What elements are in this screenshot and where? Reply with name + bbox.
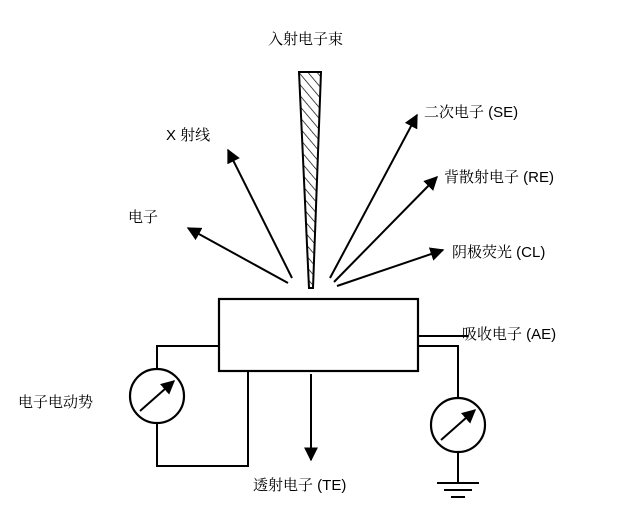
incident-beam-cone: [299, 72, 321, 288]
specimen-box: [219, 299, 418, 371]
arrow-secondary-electrons: [330, 115, 417, 278]
label-secondary-electrons: 二次电子 (SE): [424, 104, 519, 121]
earth-ground-icon: [437, 483, 479, 497]
label-backscattered-electrons: 背散射电子 (RE): [444, 169, 554, 186]
label-electrons: 电子: [128, 209, 159, 226]
label-electromotive-force: 电子电动势: [18, 394, 94, 411]
arrow-x-rays: [228, 150, 292, 278]
label-absorbed-electrons: 吸收电子 (AE): [462, 326, 557, 343]
label-x-rays: X 射线: [166, 127, 211, 144]
label-cathodoluminescence: 阴极荧光 (CL): [452, 244, 546, 261]
arrow-cathodoluminescence: [337, 250, 443, 286]
arrow-electrons: [188, 228, 288, 283]
label-incident-beam: 入射电子束: [268, 31, 344, 48]
arrow-backscattered-electrons: [334, 177, 437, 282]
label-transmitted-electrons: 透射电子 (TE): [253, 477, 347, 494]
